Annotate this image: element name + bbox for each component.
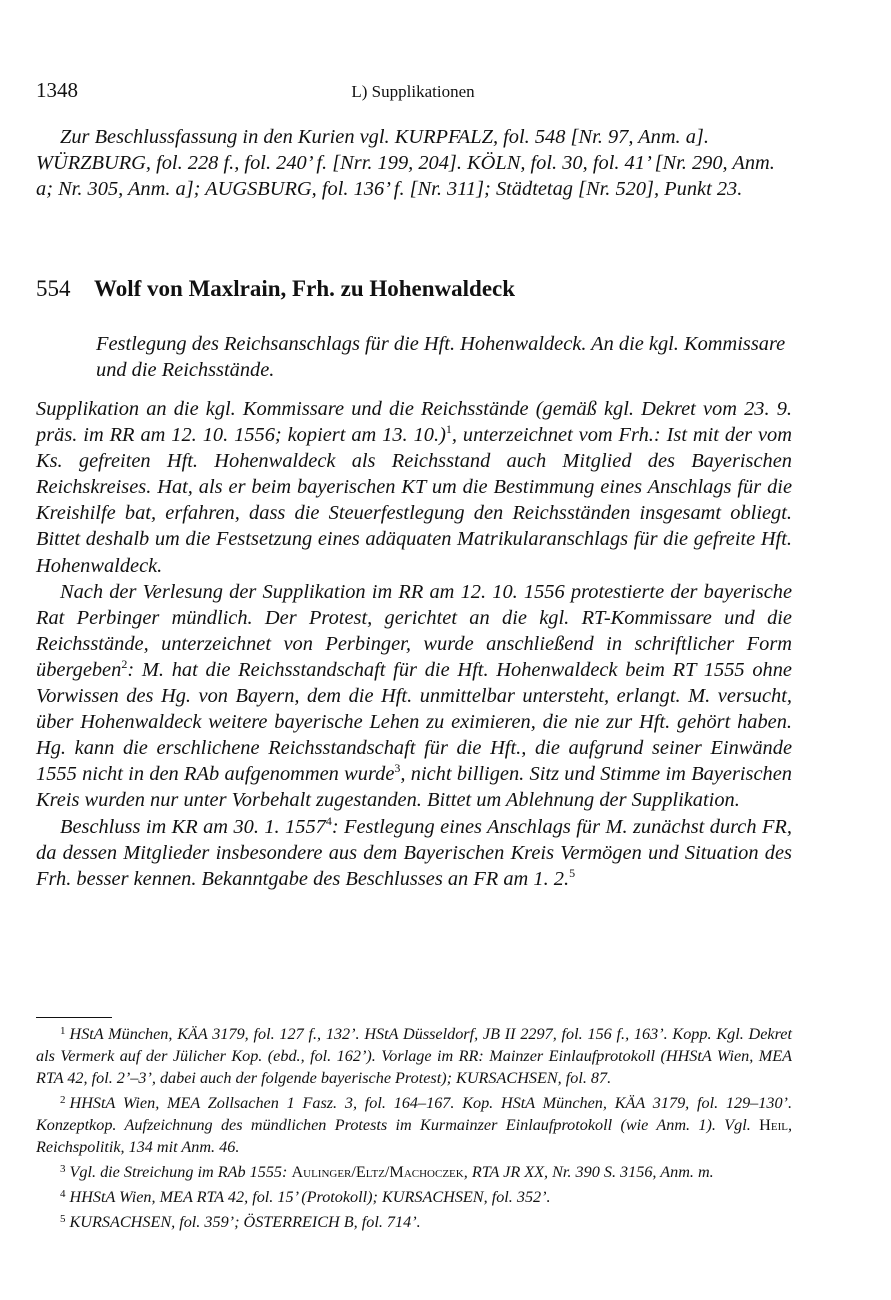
footnote-4: [36, 1183, 792, 1208]
entry-body: [36, 396, 792, 892]
page-number: 1348: [36, 78, 78, 102]
footnote-mark: 3: [60, 1163, 66, 1175]
body-paragraph-3: [36, 814, 792, 892]
footnote-mark: 5: [60, 1213, 66, 1225]
text-run: : M. hat die Reichsstandschaft für die Hft. Hohenwaldeck beim RT 1555 ohne Vorwissen des Hg. von Bayern, dem die Hft. unmittelbar untersteht, erlangt. M. versucht, über Hohenwaldeck weitere bayerische Lehen zu eximieren, die nie zur Hft. gehört haben. Hg. kann die erschlichene Reichsstandschaft für die Hft., die aufgrund seiner Einwände 1555 nicht in den RAb aufgenommen wurde: [36, 658, 792, 786]
section-title: L) Supplikationen: [351, 82, 475, 101]
text-run: , unterzeichnet vom Frh.: Ist mit der vom Ks. gefreiten Hft. Hohenwaldeck als Reichsstand auch Mitglied des Bayerischen Reichskreises. Hat, als er beim bayerischen KT um die Bestimmung eines Anschlags für die Kreishilfe bat, erfahren, dass die Steuerfestlegung den Reichsständen insgesamt obliegt. Bittet deshalb um die Festsetzung eines adäquaten Matrikularanschlags für die gefreite Hft. Hohenwaldeck.: [36, 424, 792, 577]
text-run: : Festlegung eines Anschlags für M. zunächst durch FR, da dessen Mitglieder insbesondere aus dem Bayerischen Kreis Vermögen und Situation des Frh. besser kennen. Bekanntgabe des Beschlusses an FR am 1. 2.: [36, 815, 792, 890]
footnote-text: KURSACHSEN, fol. 359’; ÖSTERREICH B, fol. 714’.: [69, 1213, 421, 1231]
footnote-ref[interactable]: 2: [121, 656, 128, 671]
body-paragraph-1: [36, 396, 792, 579]
author-name: Heil: [759, 1116, 788, 1134]
entry-heading: [36, 276, 792, 302]
footnote-ref[interactable]: 3: [394, 761, 401, 776]
footnote-text: HHStA Wien, MEA RTA 42, fol. 15’ (Protokoll); KURSACHSEN, fol. 352’.: [69, 1188, 551, 1206]
footnote-ref[interactable]: 4: [325, 813, 332, 828]
footnotes: [36, 1020, 792, 1233]
footnote-text: , RTA JR XX, Nr. 390 S. 3156, Anm. m.: [463, 1163, 714, 1181]
footnote-ref[interactable]: 1: [445, 422, 452, 437]
entry-regest: Festlegung des Reichsanschlags für die Hft. Hohenwaldeck. An die kgl. Kommissare und die Reichsstände.: [96, 333, 786, 381]
footnote-mark: 4: [60, 1188, 66, 1200]
footnote-text: Vgl. die Streichung im RAb 1555:: [69, 1163, 292, 1181]
text-run: , nicht billigen. Sitz und Stimme im Bayerischen Kreis wurden nur unter Vorbehalt zugestanden. Bittet um Ablehnung der Supplikation.: [36, 763, 792, 812]
footnote-3: [36, 1158, 792, 1183]
footnote-ref[interactable]: 5: [569, 865, 576, 880]
text-run: Beschluss im KR am 30. 1. 1557: [60, 815, 326, 838]
footnote-2: [36, 1089, 792, 1158]
text-run: Nach der Verlesung der Supplikation im RR am 12. 10. 1556 protestierte der bayerische Rat Perbinger mündlich. Der Protest, gerichtet an die kgl. RT-Kommissare und die Reichsstände, unterzeichnet von Perbinger, wurde anschließend in schriftlicher Form übergeben: [36, 580, 792, 681]
text-run: Supplikation an die kgl. Kommissare und die Reichsstände (gemäß kgl. Dekret vom 23. 9. präs. im RR am 12. 10. 1556; kopiert am 13. 10.): [36, 398, 792, 447]
entry-title: Wolf von Maxlrain, Frh. zu Hohenwaldeck: [94, 276, 516, 301]
footnote-text: HStA München, KÄA 3179, fol. 127 f., 132’. HStA Düsseldorf, JB II 2297, fol. 156 f., 163’. Kopp. Kgl. Dekret als Vermerk auf der Jülicher Kop. (ebd., fol. 162’). Vorlage im RR: Mainzer Einlaufprotokoll (HHStA Wien, MEA RTA 42, fol. 2’–3’, dabei auch der folgende bayerische Protest); KURSACHSEN, fol. 87.: [36, 1025, 792, 1087]
entry-number: 554: [36, 276, 71, 301]
running-head: [36, 78, 790, 108]
footnote-divider: [36, 1017, 112, 1018]
footnote-text: , Reichspolitik, 134 mit Anm. 46.: [36, 1116, 792, 1156]
footnote-text: HHStA Wien, MEA Zollsachen 1 Fasz. 3, fol. 164–167. Kop. HStA München, KÄA 3179, fol. 129–130’. Konzeptkop. Aufzeichnung des mündlichen Protests im Kurmainzer Einlaufprotokoll (wie Anm. 1). Vgl.: [36, 1094, 792, 1134]
body-paragraph-2: [36, 579, 792, 814]
intro-note: Zur Beschlussfassung in den Kurien vgl. KURPFALZ, fol. 548 [Nr. 97, Anm. a]. WÜRZBURG, fol. 228 f., fol. 240’ f. [Nrr. 199, 204]. KÖLN, fol. 30, fol. 41’ [Nr. 290, Anm. a; Nr. 305, Anm. a]; AUGSBURG, fol. 136’ f. [Nr. 311]; Städtetag [Nr. 520], Punkt 23.: [36, 126, 775, 200]
footnote-mark: 2: [60, 1094, 66, 1106]
footnote-1: [36, 1020, 792, 1089]
author-name: Aulinger/Eltz/Machoczek: [291, 1163, 464, 1181]
footnote-mark: 1: [60, 1025, 66, 1037]
footnote-5: [36, 1208, 792, 1233]
